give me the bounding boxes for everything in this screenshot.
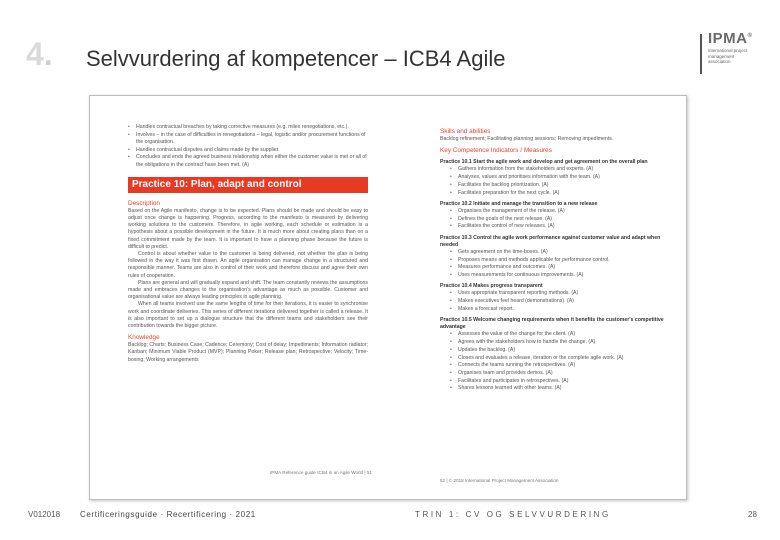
list-item: • Proposes means and methods applicable for performance control.	[440, 257, 670, 264]
left-page-footer: IPMA Reference guide ICB4 in an Agile World | 51	[270, 470, 372, 475]
practice-heading: Practice 10.1 Start the agile work and develop and get agreement on the overall plan	[440, 159, 648, 166]
list-item: • Analyses, values and prioritises information with the team. (A)	[440, 174, 670, 181]
list-item: • Uses measurements for continuous improvements. (A)	[440, 272, 670, 279]
practice-heading: Practice 10.3 Control the agile work performance against customer value and adapt when needed	[440, 234, 661, 248]
list-item: • Facilitates the backlog prioritization. (A)	[440, 182, 670, 189]
guide-label: Certificeringsguide · Recertificering · 2021	[80, 510, 256, 519]
list-item: • Gathers information from the stakeholders and experts. (A)	[440, 166, 670, 173]
practice-heading: Practice 10.5 Welcome changing requirements when it benefits the customer's competitive advantage	[440, 317, 664, 331]
practice-list	[440, 159, 670, 392]
list-item: • Organises the management of the release. (A)	[440, 208, 670, 215]
list-item: • Gets agreement on the time-boxes. (A)	[440, 249, 670, 256]
knowledge-heading: Knowledge	[128, 334, 160, 342]
practice-heading: Practice 10.4 Makes progress transparent	[440, 283, 543, 290]
skills-heading: Skills and abilities	[440, 128, 491, 135]
description-heading: Description	[128, 199, 160, 207]
intro-bullets	[128, 124, 368, 169]
description-paragraph: Plans are general and will gradually expand and shift. The team constantly reviews the assumptions made and embraces changes to the organisation's advantage as much as possible. Customer and organisational value are always leading principles in agile planning.	[128, 279, 368, 301]
list-item: • Uses appropriate transparent reporting methods. (A)	[440, 290, 670, 297]
document-spread	[89, 95, 687, 500]
right-page	[440, 124, 670, 393]
knowledge-text: Backlog; Charts; Business Case; Cadence; Ceremony; Cost of delay; Impediments; Information radiator; Kanban; Minimum Viable Product (MVP); Planning Poker; Release plan; Retrospective; Velocity; Time-boxing; Working arrangements	[128, 342, 368, 363]
practice-heading: Practice 10.2 Initiate and manage the transition to a new release	[440, 200, 598, 207]
list-item: • Assesses the value of the change for the client. (A)	[440, 331, 670, 338]
version-label: V012018	[28, 510, 61, 519]
logo-subtitle: international project management association	[708, 48, 748, 64]
list-item: • Concludes and ends the agreed business relationship when either the customer value is met or all of the obligations in the contract have been met. (A)	[128, 154, 368, 168]
left-page	[128, 124, 368, 364]
list-item: • Facilitates preparation for the next cycle. (A)	[440, 190, 670, 197]
list-item: • Handles contractual breaches by taking corrective measures (e.g. miles renegotiations, etc.).	[128, 124, 368, 131]
list-item: • Handles contractual disputes and claims made by the supplier.	[128, 147, 368, 154]
logo-bar	[700, 34, 702, 74]
list-item: • Measures performance and outcomes. (A)	[440, 264, 670, 271]
kci-heading: Key Competence Indicators / Measures	[440, 147, 552, 155]
description-paragraph: Control is about whether value to the customer is being delivered, not whether the plan is being followed in the way it was first drawn. An agile organisation can manage change in a structured and responsible manner. Teams are also in control of their work and therefore discuss and agree their own rules of cooperation.	[128, 250, 368, 279]
logo-text: IPMA®	[708, 30, 753, 47]
description-paragraph: Based on the Agile manifesto, change is to be expected. Plans should be made and should be easy to adjust once change is happening. Progress, according to the manifesto is measured by delivering working solutions to the customers. Therefore, in agile working, each schedule or estimation is a hypothesis about a possible development in the future. It is much more about creating plans than on a fixed commitment made by the team. It is important to have a planning phase because the future is difficult to predict.	[128, 207, 368, 250]
list-item: • Agrees with the stakeholders how to handle the change. (A)	[440, 339, 670, 346]
page-title: Selvvurdering af kompetencer – ICB4 Agile	[86, 46, 506, 71]
list-item: • Makes a forecast report.	[440, 306, 670, 313]
list-item: • Closes and evaluates a release, iteration or the complete agile work. (A)	[440, 355, 670, 362]
slide-number: 4.	[26, 36, 53, 72]
list-item: • Shares lessons learned with other teams. (A)	[440, 385, 670, 392]
page-number: 28	[748, 510, 757, 519]
list-item: • Makes executives feel heard (demonstrations). (A)	[440, 298, 670, 305]
list-item: • Defines the goals of the next release. (A)	[440, 216, 670, 223]
description-paragraph: When all teams involved use the same lengths of time for their iterations, it is easier to synchronise work and coordinate deliveries. This series of different iterations delivered together is called a release. It is also important to set up a dialogue structure that the different teams and stakeholders see their contribution towards the bigger picture.	[128, 301, 368, 329]
list-item: • Involves – in the case of difficulties in renegotiations – legal, logistic and/or procurement functions of the organisation.	[128, 132, 368, 146]
list-item: • Updates the backlog. (A)	[440, 347, 670, 354]
list-item: • Organises team and provides demos. (A)	[440, 370, 670, 377]
right-page-footer: 52 | © 2018 International Project Management Association	[440, 478, 559, 483]
practice-title-banner: Practice 10: Plan, adapt and control	[128, 177, 368, 193]
list-item: • Facilitates the control of new releases. (A)	[440, 223, 670, 230]
step-label: TRIN 1: CV OG SELVVURDERING	[415, 510, 611, 519]
skills-text: Backlog refinement; Facilitating planning sessions; Removing impediments.	[440, 136, 614, 142]
list-item: • Facilitates and participates in retrospectives. (A)	[440, 378, 670, 385]
ipma-logo	[700, 30, 760, 76]
list-item: • Connects the teams running the retrospectives. (A)	[440, 362, 670, 369]
